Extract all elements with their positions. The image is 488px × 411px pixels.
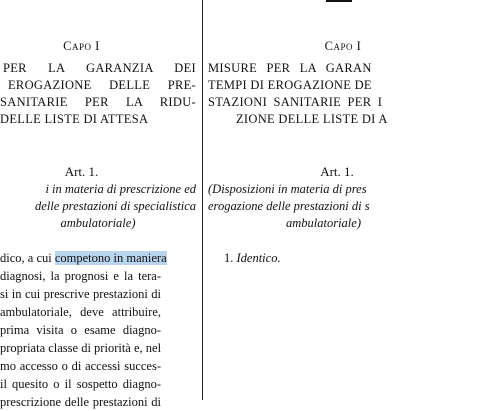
left-body-line[interactable]: diagnosi, la prognosi e la tera- <box>0 269 161 283</box>
right-body-text[interactable]: Identico. <box>236 251 281 265</box>
left-subtitle-line: i in materia di prescrizione ed <box>45 182 196 196</box>
left-body-line[interactable] <box>0 249 167 267</box>
left-body-line[interactable]: prescrizione delle prestazioni di <box>0 395 161 409</box>
left-column <box>0 0 202 409</box>
right-heading-line: MISURE PER LA GARAN <box>208 61 372 75</box>
left-article-number: Art. 1. <box>64 164 99 179</box>
left-body-line[interactable]: il quesito o il sospetto diagno- <box>0 377 161 391</box>
right-chapter-label: Capo I <box>324 39 362 53</box>
left-article-subtitle <box>0 181 196 232</box>
right-article-subtitle <box>208 181 488 232</box>
left-body-line[interactable]: si in cui prescrive prestazioni di <box>0 287 161 301</box>
right-subtitle-line: ambulatoriale) <box>286 216 361 230</box>
left-chapter-label: Capo I <box>63 39 100 53</box>
right-heading-line: TEMPI DI EROGAZIONE DE <box>208 78 372 92</box>
right-column <box>203 0 400 400</box>
right-body-number: 1. <box>224 251 234 265</box>
left-heading-line: EROGAZIONE DELLE PRE- <box>8 78 196 92</box>
left-subtitle-line: ambulatoriale) <box>60 216 136 230</box>
left-body-line[interactable]: propriata classe di priorità e, nel <box>0 341 162 355</box>
left-heading-line: DELLE LISTE DI ATTESA <box>0 112 149 126</box>
left-body-line[interactable]: mo accesso o di accessi succes- <box>0 359 161 373</box>
right-subtitle-line: (Disposizioni in materia di pres <box>208 182 367 196</box>
left-body-line[interactable]: ambulatoriale, deve attribuire, <box>0 305 161 319</box>
left-chapter-heading <box>0 60 196 128</box>
right-subtitle-line: erogazione delle prestazioni di s <box>208 199 370 213</box>
right-heading-line: STAZIONI SANITARIE PER I <box>208 95 383 109</box>
left-article-body[interactable] <box>0 249 167 411</box>
right-article-body[interactable] <box>224 249 281 267</box>
right-chapter-heading <box>208 60 488 128</box>
left-subtitle-line: delle prestazioni di specialistica <box>35 199 196 213</box>
left-body-text[interactable]: dico, a cui <box>0 251 55 265</box>
left-body-line[interactable]: prima visita o esame diagno- <box>0 323 161 337</box>
selected-text-highlight[interactable]: competono in maniera <box>54 251 167 265</box>
left-heading-line: PER LA GARANZIA DEI <box>3 61 196 75</box>
right-heading-line: ZIONE DELLE LISTE DI A <box>236 112 388 126</box>
right-article-number: Art. 1. <box>320 164 354 179</box>
left-heading-line: SANITARIE PER LA RIDU- <box>0 95 196 109</box>
